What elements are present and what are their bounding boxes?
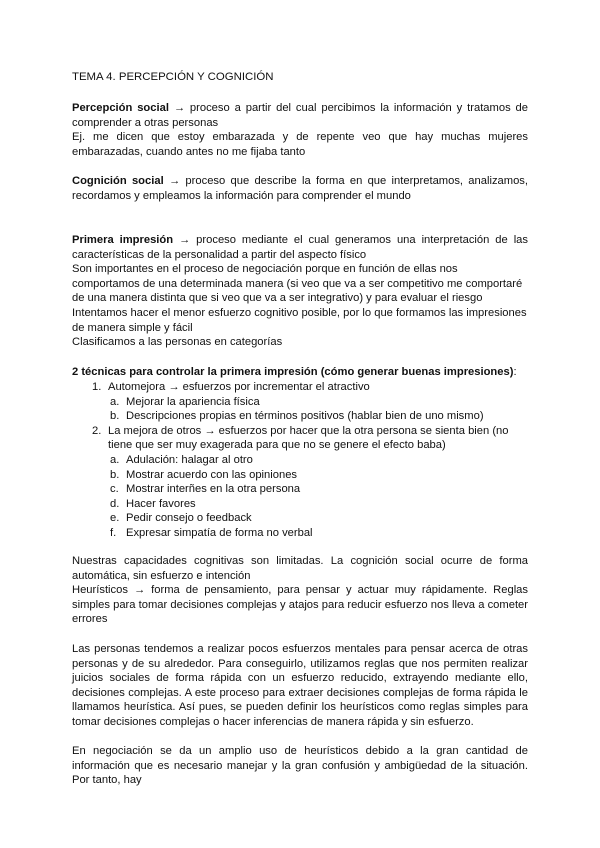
page-title: TEMA 4. PERCEPCIÓN Y COGNICIÓN: [72, 71, 274, 83]
tecnicas-heading-text: 2 técnicas para controlar la primera impresión (cómo generar buenas impresiones): [72, 366, 514, 378]
sub-list-item-letter: b.: [110, 468, 120, 481]
primera-impresion-term: Primera impresión: [72, 234, 174, 246]
primera-impresion-text: → proceso mediante el cual generamos una interpretación de las características de la personalidad a partir del aspecto físico: [72, 234, 528, 261]
sub-list-item-letter: f.: [110, 526, 117, 539]
tecnicas-list: [72, 380, 528, 541]
tecnicas-heading-colon: :: [513, 366, 517, 378]
percepcion-social-term: Percepción social: [72, 102, 169, 114]
cognicion-social-text: → proceso que describe la forma en que interpretamos, analizamos, recordamos y empleamos la información para comprender el mundo: [72, 175, 529, 202]
percepcion-social-definition: [72, 101, 528, 130]
sub-list-item-text: Expresar simpatía de forma no verbal: [126, 526, 313, 539]
sub-list-item-letter: e.: [110, 512, 120, 525]
cognicion-social-definition: [72, 174, 528, 203]
percepcion-social-example: Ej. me dicen que estoy embarazada y de repente veo que hay muchas mujeres embarazadas, cuando antes no me fijaba tanto: [72, 131, 528, 158]
sub-list-item: [72, 482, 528, 497]
sub-list-item: [72, 497, 528, 512]
list-item: [72, 380, 528, 395]
sub-list-item-text: Hacer favores: [126, 497, 196, 510]
sub-list-item-letter: d.: [110, 497, 120, 510]
list-item-number: 1.: [92, 381, 102, 393]
list-item: [72, 424, 528, 453]
percepcion-social-text: → proceso a partir del cual percibimos la información y tratamos de comprender a otras personas: [72, 102, 529, 129]
primera-impresion-paragraph-3: Clasificamos a las personas en categorías: [72, 336, 283, 348]
capacidades-paragraph: Nuestras capacidades cognitivas son limitadas. La cognición social ocurre de forma automática, sin esfuerzo e intención: [72, 555, 528, 582]
personas-paragraph: Las personas tendemos a realizar pocos esfuerzos mentales para pensar acerca de otras personas y de su alrededor. Para conseguirlo, utilizamos reglas que nos permiten realizar juicios sociales de forma rápida con un esfuerzo reducido, extrayendo mediante ello, decisiones complejas. A este proceso para extraer decisiones complejas de forma rápida le llamamos heurística. Así pues, se pueden definir los heurísticos como reglas simples para tomar decisiones complejas o hacer inferencias de manera rápida y sin esfuerzo.: [72, 643, 528, 728]
sub-list-item-text: Mostrar interñes en la otra persona: [126, 483, 301, 496]
heuristicos-paragraph: Heurísticos → forma de pensamiento, para pensar y actuar muy rápidamente. Reglas simples para tomar decisiones complejas y atajos para reducir esfuerzo nos lleva a cometer errores: [72, 584, 528, 626]
tecnicas-heading: [72, 365, 528, 380]
sub-list-item-text: Descripciones propias en términos positivos (hablar bien de uno mismo): [126, 410, 484, 423]
list-item-text: Automejora → esfuerzos por incrementar el atractivo: [108, 381, 370, 393]
sub-list-item: [72, 526, 528, 541]
sub-list-item-text: Pedir consejo o feedback: [126, 512, 252, 525]
sub-list-item-text: Mejorar la apariencia física: [126, 395, 260, 408]
sub-list-item-text: Mostrar acuerdo con las opiniones: [126, 468, 298, 481]
list-item-number: 2.: [92, 424, 102, 437]
cognicion-social-term: Cognición social: [72, 175, 164, 187]
sub-list-item-text: Adulación: halagar al otro: [126, 453, 253, 466]
list-item-text: La mejora de otros → esfuerzos por hacer que la otra persona se sienta bien (no tiene que ser muy exagerada para que no se genere el efecto baba): [108, 424, 509, 452]
primera-impresion-paragraph-2: Intentamos hacer el menor esfuerzo cognitivo posible, por lo que formamos las impresiones de manera simple y fácil: [72, 307, 527, 334]
sub-list-item-letter: c.: [110, 483, 119, 496]
sub-list-item: [72, 511, 528, 526]
sub-list-item-letter: a.: [110, 395, 120, 408]
sub-list-item-letter: b.: [110, 410, 120, 423]
primera-impresion-definition: [72, 233, 528, 262]
negociacion-paragraph: En negociación se da un amplio uso de heurísticos debido a la gran cantidad de información que es necesario manejar y la gran confusión y ambigüedad de la situación. Por tanto, hay: [72, 745, 528, 787]
sub-list-item-letter: a.: [110, 453, 120, 466]
sub-list-item: [72, 409, 528, 424]
sub-list-item: [72, 395, 528, 410]
primera-impresion-paragraph-1: Son importantes en el proceso de negociación porque en función de ellas nos comportamos de una determinada manera (si veo que va a ser competitivo me comportaré de una manera distinta que si veo que va a ser integrativo) y para evaluar el riesgo: [72, 263, 523, 305]
sub-list-item: [72, 468, 528, 483]
sub-list-item: [72, 453, 528, 468]
